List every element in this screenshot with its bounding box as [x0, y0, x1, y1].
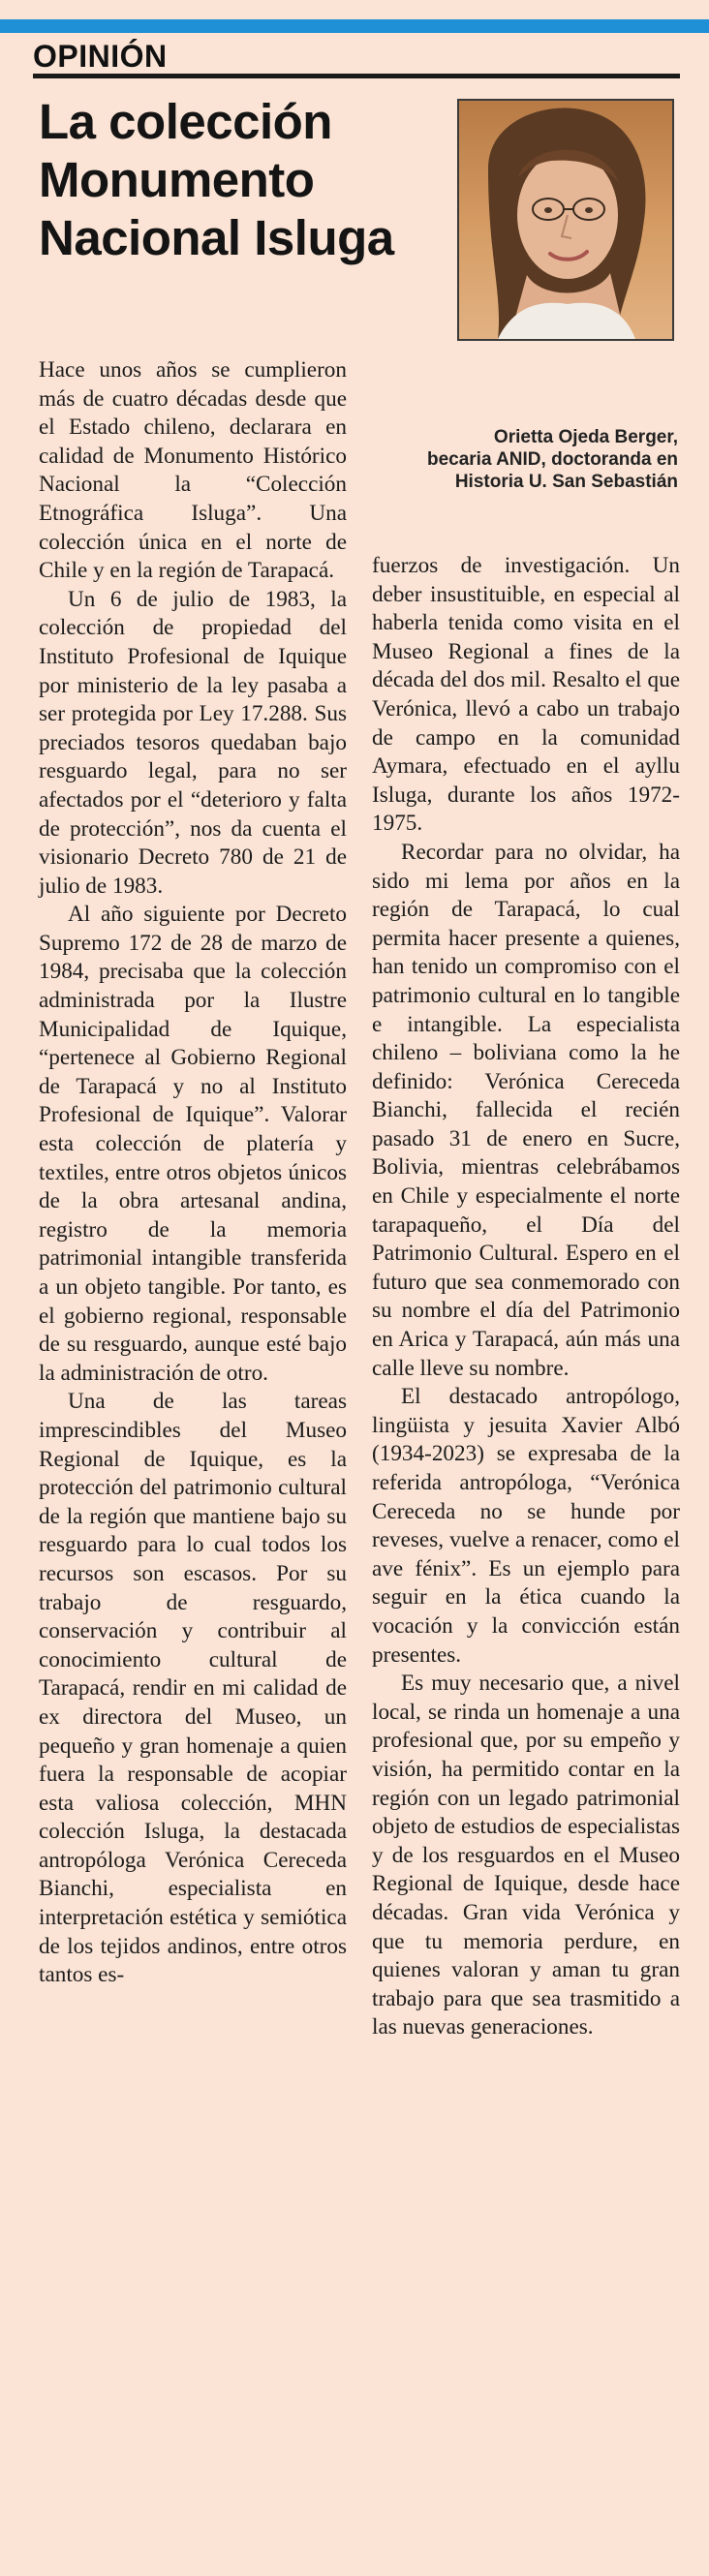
- portrait-illustration: [459, 101, 672, 339]
- author-portrait-icon: [457, 99, 674, 341]
- paragraph: Una de las tareas imprescindibles del Museo Regional de Iquique, es la protección del patrimonio cultural de la región que mantiene bajo su resguardo para lo cual todos los recursos son escasos. Por su trabajo de resguardo, conservación y contribuir al conocimiento cultural de Tarapacá, rendir en mi calidad de ex directora del Museo, un pequeño y gran homenaje a quien fuera la responsable de acopiar esta valiosa colección, MHN colección Isluga, la destacada antropóloga Verónica Cereceda Bianchi, especialista en interpretación estética y semiótica de los tejidos andinos, entre otros tantos es-: [39, 1389, 347, 1988]
- paragraph: Al año siguiente por Decreto Supremo 172 de 28 de marzo de 1984, precisaba que la colección administrada por la Ilustre Municipalidad de Iquique, “pertenece al Gobierno Regional de Tarapacá y no al Instituto Profesional de Iquique”. Valorar esta colección de platería y textiles, entre otros objetos únicos de la obra artesanal andina, registro de la memoria patrimonial intangible transferida a un objeto tangible. Por tanto, es el gobierno regional, responsable de su resguardo, aunque esté bajo la administración de otro.: [39, 902, 347, 1386]
- article-column-2: [372, 552, 680, 2042]
- caption-line: Orietta Ojeda Berger,: [493, 427, 678, 447]
- headline: La colección Monumento Nacional Isluga: [39, 94, 394, 265]
- author-caption: [407, 426, 678, 493]
- paragraph: El destacado antropólogo, lingüista y jesuita Xavier Albó (1934-2023) se expresaba de la referida antropóloga, “Verónica Cereceda no se hunde por reveses, vuelve a renacer, como el ave fénix”. Es un ejemplo para seguir en la ética cuando la vocación y la convicción están presentes.: [372, 1384, 680, 1668]
- paragraph: Un 6 de julio de 1983, la colección de propiedad del Instituto Profesional de Iquique por ministerio de la ley pasaba a ser protegida por Ley 17.288. Sus preciados tesoros quedaban bajo resguardo legal, para no ser afectados por el “deterioro y falta de protección”, nos da cuenta el visionario Decreto 780 de 21 de julio de 1983.: [39, 586, 347, 899]
- paragraph: fuerzos de investigación. Un deber insustituible, en especial al haberla tenida como visita en el Museo Regional a fines de la década del dos mil. Resalto el que Verónica, llevó a cabo un trabajo de campo en la comunidad Aymara, efectuado en el ayllu Isluga, durante los años 1972-1975.: [372, 553, 680, 837]
- article-column-1: [39, 356, 347, 1990]
- top-bar: [0, 0, 709, 33]
- section-header: [33, 35, 680, 78]
- top-blue-rule: [0, 19, 709, 33]
- caption-line: Historia U. San Sebastián: [454, 472, 678, 492]
- paragraph: Es muy necesario que, a nivel local, se rinda un homenaje a una profesional que, por su empeño y visión, ha permitido contar en la región con un legado patrimonial objeto de estudios de especialistas y de los resguardos en el Museo Regional de Iquique, desde hace décadas. Gran vida Verónica y que tu memoria perdure, en quienes valoran y aman tu gran trabajo para que sea trasmitido a las nuevas generaciones.: [372, 1671, 680, 2040]
- paragraph: Hace unos años se cumplieron más de cuatro décadas desde que el Estado chileno, declarara en calidad de Monumento Histórico Nacional la “Colección Etnográfica Isluga”. Una colección única en el norte de Chile y en la región de Tarapacá.: [39, 357, 347, 584]
- paragraph: Recordar para no olvidar, ha sido mi lema por años en la región de Tarapacá, lo cual permita hacer presente a quienes, han tenido un compromiso con el patrimonio cultural en lo tangible e intangible. La especialista chileno – boliviana como la he definido: Verónica Cereceda Bianchi, fallecida el recién pasado 31 de enero en Sucre, Bolivia, mientras celebrábamos en Chile y especialmente el norte tarapaqueño, el Día del Patrimonio Cultural. Espero en el futuro que sea conmemorado con su nombre el día del Patrimonio en Arica y Tarapacá, aún más una calle lleve su nombre.: [372, 839, 680, 1381]
- section-label: OPINIÓN: [33, 39, 168, 74]
- caption-line: becaria ANID, doctoranda en: [426, 449, 678, 470]
